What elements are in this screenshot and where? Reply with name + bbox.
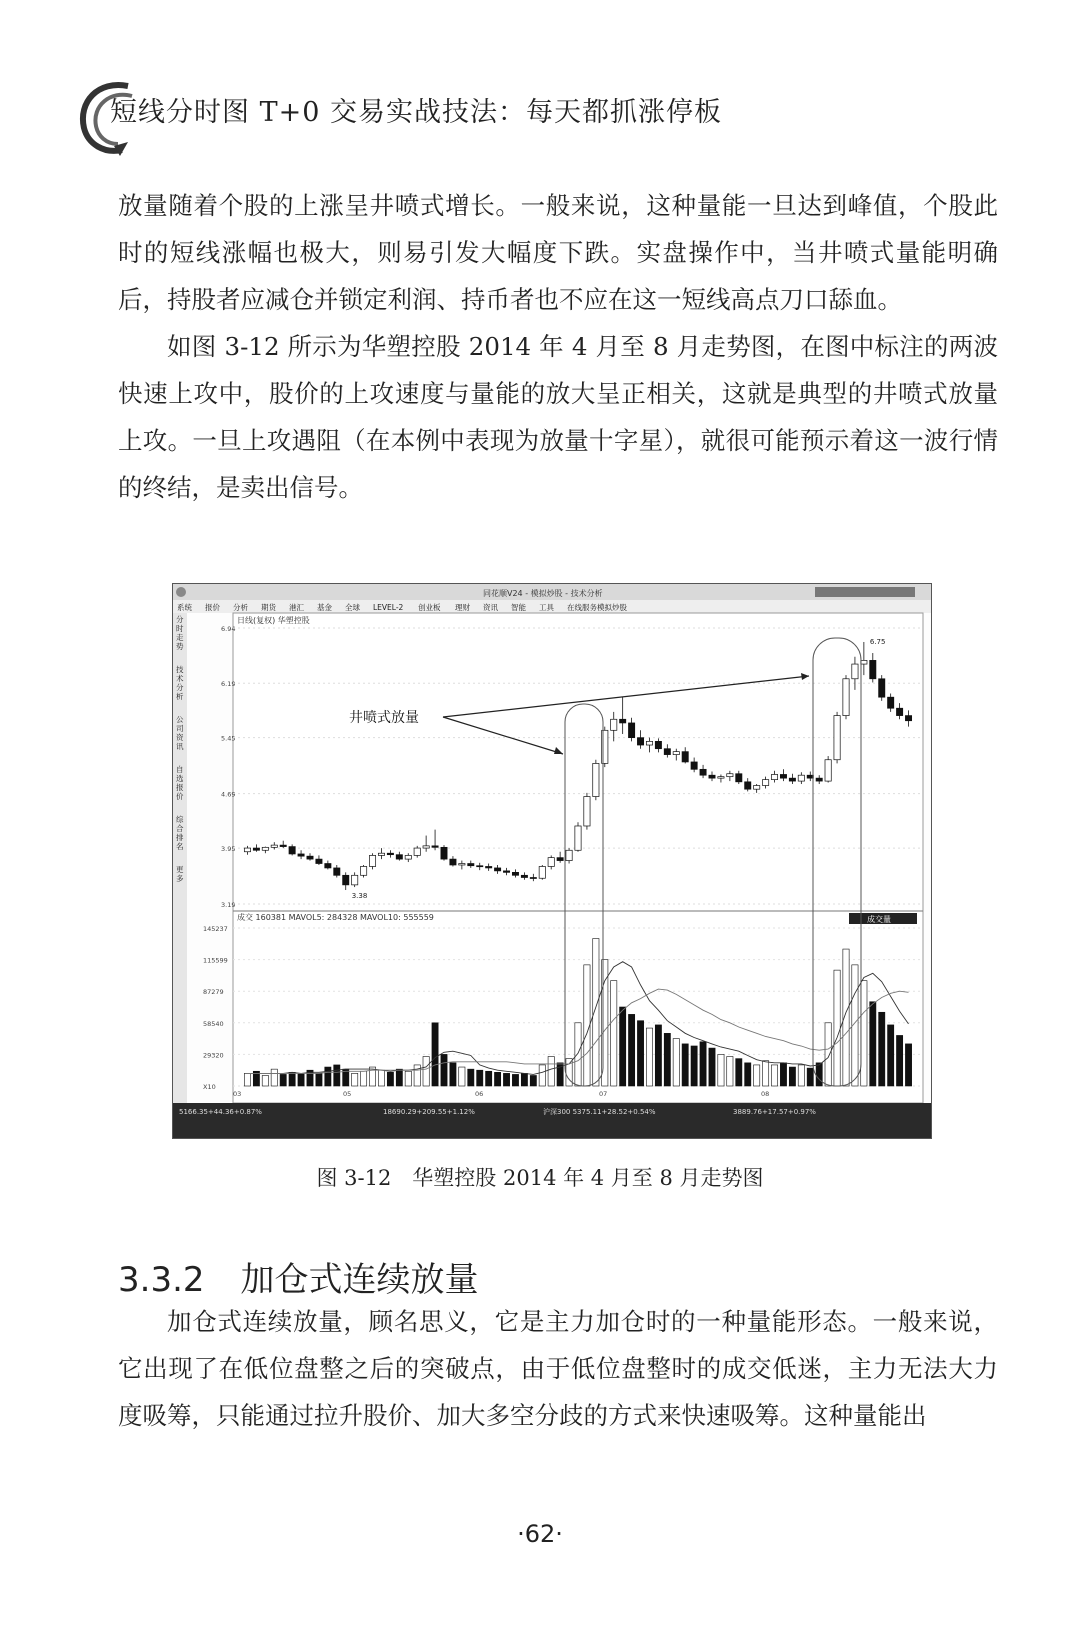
sidebar-tab-char: 选: [176, 774, 184, 783]
sidebar-tab[interactable]: [176, 664, 184, 701]
candle-body: [727, 774, 733, 777]
sidebar-tab[interactable]: [176, 814, 184, 851]
volume-bar: [512, 1074, 518, 1086]
candle-body: [432, 846, 438, 847]
page-header: [70, 72, 890, 162]
candle-body: [771, 774, 777, 779]
volume-bar: [289, 1072, 295, 1086]
volume-bar: [745, 1063, 751, 1086]
candle-body: [745, 782, 751, 789]
section-title: 加仓式连续放量: [240, 1260, 479, 1300]
candle-body: [414, 848, 420, 855]
volume-bar: [736, 1059, 742, 1086]
sidebar-tab[interactable]: [176, 865, 184, 883]
candle-body: [253, 848, 259, 850]
volume-bar: [762, 1061, 768, 1086]
candle-body: [593, 763, 599, 796]
candle-body: [637, 738, 643, 745]
menu-item[interactable]: 全球: [345, 603, 360, 612]
volume-tick-label: 87279: [203, 988, 224, 997]
sidebar-tab-char: 自: [176, 765, 184, 774]
price-tick-label: 4.69: [221, 790, 236, 799]
candle-body: [441, 847, 447, 859]
candle-body: [334, 868, 340, 875]
price-tick-label: 6.94: [221, 625, 236, 633]
candle-body: [584, 797, 590, 826]
volume-bar: [432, 1023, 438, 1086]
volume-bar: [754, 1065, 760, 1086]
sidebar-tab-char: 分: [176, 615, 184, 624]
volume-bar: [539, 1065, 545, 1086]
candle-body: [548, 858, 554, 867]
volume-badge: 成交量: [867, 915, 891, 924]
menu-item[interactable]: 基金: [317, 603, 332, 612]
volume-tick-label: 58540: [203, 1019, 224, 1028]
window-controls[interactable]: [815, 587, 915, 597]
volume-bar: [548, 1057, 554, 1086]
volume-panel-label: 成交 160381 MAVOL5: 284328 MAVOL10: 555559: [237, 913, 434, 922]
price-panel-label: 日线(复权) 华塑控股: [237, 616, 310, 625]
volume-bar: [807, 1068, 813, 1086]
volume-bar: [655, 1025, 661, 1086]
volume-bar: [360, 1071, 366, 1086]
volume-bar: [896, 1035, 902, 1086]
volume-bar: [316, 1073, 322, 1086]
candle-body: [575, 826, 581, 850]
volume-bar: [905, 1044, 911, 1086]
volume-bar: [387, 1072, 393, 1086]
candle-body: [736, 774, 742, 782]
volume-bar: [414, 1065, 420, 1086]
volume-bar: [628, 1014, 634, 1086]
page-number: ·62·: [517, 1520, 563, 1548]
candle-body: [646, 741, 652, 745]
menu-item[interactable]: 在线服务: [567, 603, 597, 612]
volume-bar: [423, 1057, 429, 1086]
candle-body: [879, 679, 885, 697]
candle-body: [870, 660, 876, 678]
volume-bar: [620, 1007, 626, 1086]
candle-body: [486, 866, 492, 867]
candle-body: [369, 855, 375, 866]
volume-bar: [637, 1021, 643, 1086]
sidebar-tab-char: 价: [176, 792, 184, 801]
annotation-label: 井喷式放量: [349, 710, 419, 726]
section-heading: [118, 1252, 479, 1301]
volume-bar: [262, 1075, 268, 1086]
status-ticker: 18690.29+209.55+1.12%: [383, 1108, 475, 1116]
candle-body: [557, 858, 563, 861]
candle-body: [566, 850, 572, 860]
sidebar-tab-char: 公: [176, 715, 184, 724]
candle-body: [754, 786, 760, 790]
candle-body: [905, 716, 911, 721]
volume-bar: [477, 1070, 483, 1086]
window-title: 同花顺V24 - 模拟炒股 - 技术分析: [483, 589, 603, 598]
volume-bar: [503, 1073, 509, 1086]
sidebar-tab-char: 报: [176, 783, 184, 792]
candle-body: [673, 752, 679, 755]
volume-bar: [298, 1073, 304, 1086]
candle-body: [307, 856, 313, 859]
menu-item[interactable]: 系统: [177, 603, 192, 612]
candle-body: [459, 864, 465, 865]
candle-body: [405, 855, 411, 859]
candle-body: [843, 679, 849, 716]
high-price-label: 6.75: [869, 637, 886, 646]
paragraph: 如图 3-12 所示为华塑控股 2014 年 4 月至 8 月走势图，在图中标注的两波快速上攻中，股价的上攻速度与量能的放大呈正相关，这就是典型的井喷式放量上攻。一旦上攻遇阻（在本例中表现为放量十字星），就很可能预示着这一波行情的终结，是卖出信号。: [118, 332, 998, 502]
volume-bar: [271, 1069, 277, 1086]
sidebar-tab-char: 司: [176, 724, 184, 733]
candle-body: [271, 845, 277, 847]
volume-bar: [709, 1048, 715, 1086]
candle-body: [816, 778, 822, 781]
date-tick-label: 05: [343, 1090, 352, 1098]
candle-body: [834, 716, 840, 760]
candle-body: [762, 780, 768, 786]
date-tick-label: 03: [233, 1090, 242, 1098]
candle-body: [789, 778, 795, 781]
candle-body: [530, 878, 536, 879]
volume-bar: [494, 1072, 500, 1086]
volume-tick-label: X10: [203, 1083, 216, 1091]
volume-bar: [870, 1002, 876, 1086]
volume-bar: [780, 1063, 786, 1086]
candle-body: [378, 853, 384, 855]
volume-bar: [879, 1012, 885, 1086]
volume-bar: [861, 981, 867, 1086]
candle-body: [539, 866, 545, 878]
candle-body: [888, 697, 894, 708]
candle-body: [691, 762, 697, 769]
volume-bar: [575, 1023, 581, 1086]
volume-bar: [816, 1063, 822, 1086]
volume-bar: [664, 1033, 670, 1086]
status-ticker: 5166.35+44.36+0.87%: [179, 1108, 262, 1116]
sidebar-tab-char: 走: [176, 633, 184, 642]
volume-bar: [468, 1069, 474, 1086]
menu-item[interactable]: LEVEL-2: [373, 603, 404, 612]
volume-bar: [486, 1071, 492, 1086]
paragraph: 放量随着个股的上涨呈井喷式增长。一般来说，这种量能一旦达到峰值，个股此时的短线涨幅也极大，则易引发大幅度下跌。实盘操作中，当井喷式量能明确后，持股者应减仓并锁定利润、持币者也不应在这一短线高点刀口舔血。: [118, 191, 998, 314]
volume-tick-label: 145237: [203, 925, 228, 933]
volume-bar: [611, 981, 617, 1086]
status-ticker: 3889.76+17.57+0.97%: [733, 1108, 816, 1116]
sidebar-tab-char: 排: [176, 833, 184, 842]
candle-body: [343, 875, 349, 885]
volume-bar: [459, 1067, 465, 1086]
volume-bar: [691, 1046, 697, 1086]
candle-body: [798, 775, 804, 781]
menu-item[interactable]: 智能: [511, 603, 526, 612]
body-text-top: [118, 182, 998, 511]
candle-body: [807, 775, 813, 778]
candle-body: [244, 848, 250, 852]
sidebar-tab-char: 时: [176, 624, 184, 633]
volume-bar: [521, 1073, 527, 1086]
volume-bar: [727, 1057, 733, 1086]
volume-bar: [530, 1075, 536, 1086]
volume-tick-label: 29320: [203, 1051, 224, 1060]
candle-body: [494, 868, 500, 871]
date-tick-label: 08: [761, 1090, 770, 1098]
paragraph: 加仓式连续放量，顾名思义，它是主力加仓时的一种量能形态。一般来说，它出现了在低位盘整之后的突破点，由于低位盘整时的成交低迷，主力无法大力度吸筹，只能通过拉升股价、加大多空分歧的方式来快速吸筹。这种量能出: [118, 1307, 998, 1430]
volume-bar: [682, 1044, 688, 1086]
sidebar-tab-char: 势: [176, 642, 184, 651]
price-tick-label: 6.19: [221, 680, 236, 689]
volume-bar: [280, 1074, 286, 1086]
sidebar-tab[interactable]: [176, 614, 184, 651]
candle-body: [352, 875, 358, 885]
stock-chart-figure: [172, 583, 932, 1139]
sidebar-tab-char: 分: [176, 683, 184, 692]
sidebar-tab-char: 多: [176, 874, 184, 883]
candle-body: [450, 859, 456, 865]
candle-body: [512, 872, 518, 875]
candle-body: [664, 749, 670, 755]
section-number: 3.3.2: [118, 1260, 205, 1300]
menu-item[interactable]: 期货: [261, 603, 276, 612]
candle-body: [360, 866, 366, 875]
candle-body: [316, 859, 322, 863]
menu-item[interactable]: 分析: [233, 603, 248, 612]
volume-bar: [789, 1067, 795, 1086]
volume-bar: [441, 1054, 447, 1086]
sidebar-tab-char: 术: [176, 674, 184, 683]
menu-item[interactable]: 创业板: [418, 603, 441, 612]
candle-body: [262, 847, 268, 850]
sidebar-tab-char: 合: [176, 824, 184, 833]
candle-body: [896, 708, 902, 715]
price-tick-label: 3.95: [221, 845, 236, 854]
candle-body: [825, 760, 831, 781]
volume-bar: [646, 1028, 652, 1086]
header-title: 短线分时图 T+0 交易实战技法：每天都抓涨停板: [110, 97, 722, 128]
sidebar-tab[interactable]: [176, 715, 184, 751]
candle-body: [700, 769, 706, 775]
candle-body: [718, 777, 724, 778]
sidebar-tab-char: 讯: [176, 742, 184, 751]
volume-bar: [718, 1054, 724, 1086]
volume-bar: [396, 1069, 402, 1086]
candle-body: [387, 853, 393, 854]
volume-bar: [700, 1042, 706, 1086]
body-text-bottom: [118, 1298, 998, 1439]
candle-body: [280, 845, 286, 846]
candle-body: [709, 775, 715, 778]
menu-item[interactable]: 工具: [539, 603, 554, 612]
volume-bar: [771, 1065, 777, 1086]
candle-body: [477, 866, 483, 867]
candle-body: [396, 855, 402, 859]
candle-body: [682, 752, 688, 762]
price-tick-label: 5.45: [221, 734, 236, 743]
app-icon: [176, 587, 186, 597]
volume-bar: [378, 1070, 384, 1086]
candle-body: [620, 719, 626, 723]
sidebar-tab-char: 技: [176, 665, 184, 674]
volume-bar: [825, 1023, 831, 1086]
volume-bar: [325, 1067, 331, 1086]
candle-body: [325, 864, 331, 868]
candle-body: [289, 847, 295, 854]
candle-body: [423, 846, 429, 848]
volume-bar: [450, 1063, 456, 1086]
candle-body: [655, 741, 661, 748]
volume-bar: [798, 1065, 804, 1086]
sidebar-tab-char: 析: [176, 692, 184, 701]
price-tick-label: 3.19: [221, 901, 236, 909]
menu-item[interactable]: 港汇: [289, 603, 304, 612]
volume-tick-label: 115599: [203, 956, 228, 965]
candle-body: [521, 875, 527, 877]
volume-bar: [334, 1065, 340, 1086]
volume-bar: [405, 1071, 411, 1086]
status-ticker: 沪深300 5375.11+28.52+0.54%: [543, 1108, 656, 1116]
menu-item[interactable]: 理财: [455, 603, 470, 612]
date-tick-label: 07: [599, 1090, 608, 1098]
menu-item[interactable]: 模拟炒股: [597, 603, 627, 612]
volume-bar: [352, 1073, 358, 1086]
volume-bar: [888, 1025, 894, 1086]
sidebar-tab-char: 综: [176, 815, 184, 824]
candle-body: [503, 871, 509, 872]
sidebar-tab-char: 更: [176, 865, 184, 874]
volume-bar: [244, 1073, 250, 1086]
candle-body: [298, 854, 304, 856]
candlestick-chart: [173, 584, 931, 1138]
sidebar-tab-char: 名: [176, 842, 184, 851]
candle-body: [852, 664, 858, 679]
date-tick-label: 06: [475, 1090, 484, 1098]
sidebar-tab[interactable]: [176, 764, 184, 801]
candle-body: [628, 723, 634, 738]
candle-body: [611, 719, 617, 730]
low-price-label: 3.38: [351, 892, 368, 901]
menu-item[interactable]: 资讯: [483, 603, 498, 612]
candle-body: [468, 864, 474, 866]
volume-bar: [673, 1039, 679, 1086]
menu-item[interactable]: 报价: [205, 603, 220, 612]
candle-body: [780, 774, 786, 778]
figure-caption: 图 3-12 华塑控股 2014 年 4 月至 8 月走势图: [316, 1166, 764, 1190]
volume-bar: [834, 970, 840, 1086]
candle-body: [861, 660, 867, 664]
sidebar-tab-char: 资: [176, 733, 184, 742]
